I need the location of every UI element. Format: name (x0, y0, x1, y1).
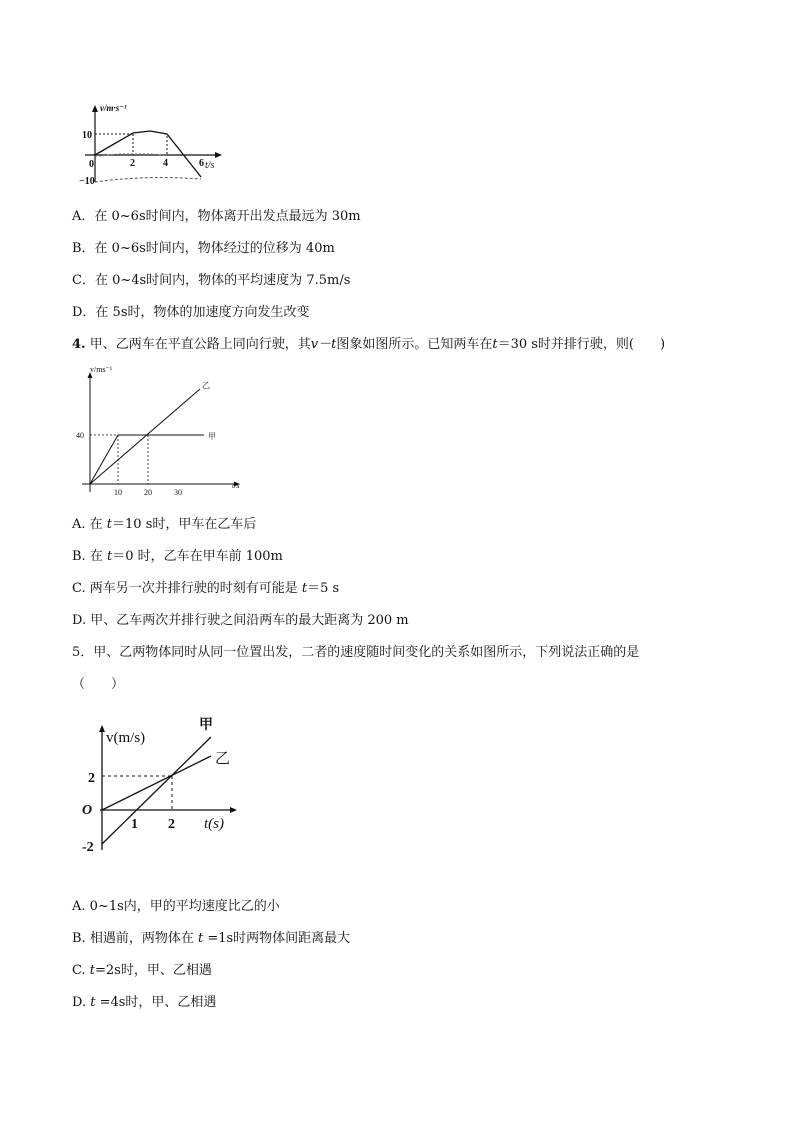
q4-b-pre: B. 在 (72, 549, 107, 564)
q5-line-jia (102, 737, 211, 844)
q5-b-pre: B. 相遇前，两物体在 (72, 931, 198, 946)
q5-option-a: A. 0~1s内，甲的平均速度比乙的小 (72, 899, 280, 914)
q5-stem-line2: （ ） (72, 677, 125, 692)
q5-xtick-2: 2 (168, 817, 175, 832)
q5-xlabel: t(s) (204, 816, 224, 832)
q5-d-t: t (90, 995, 96, 1010)
q4-stem-vt: v－t (310, 337, 337, 352)
q5-c-t: t (89, 963, 95, 978)
q4-a-t: t (106, 517, 113, 532)
q5-b-post: =1s时两物体间距离最大 (203, 931, 351, 946)
q4-vt-graph (72, 364, 262, 504)
q5-ylabel: v(m/s) (106, 730, 146, 746)
q4-xtick-10: 10 (114, 488, 122, 497)
q5-y-neg: -2 (82, 840, 94, 855)
q4-c-t: t (301, 581, 308, 596)
q4-a-pre: A. 在 (72, 517, 107, 532)
q5-option-c (72, 962, 212, 980)
q4-option-c (72, 580, 339, 598)
q5-xtick-1: 1 (131, 817, 138, 832)
q5-option-d (72, 994, 216, 1012)
q5-label-yi: 乙 (215, 751, 231, 767)
q5-y-pos: 2 (88, 771, 95, 786)
q5-d-post: =4s时，甲、乙相遇 (95, 995, 217, 1010)
q3-option-c: C．在 0~4s时间内，物体的平均速度为 7.5m/s (72, 273, 351, 288)
q3-option-d: D．在 5s时，物体的加速度方向发生改变 (72, 305, 310, 320)
q4-xlabel: t/s (232, 481, 240, 490)
q5-c-post: =2s时，甲、乙相遇 (94, 963, 212, 978)
q3-tick-2: 2 (130, 158, 135, 169)
q4-option-a (72, 516, 256, 534)
q4-ytick-40: 40 (76, 431, 84, 440)
q4-number: 4. (72, 337, 86, 352)
q3-option-a: A．在 0~6s时间内，物体离开出发点最远为 30m (72, 209, 361, 224)
q3-option-b: B．在 0~6s时间内，物体经过的位移为 40m (72, 241, 335, 256)
q5-origin: O (82, 803, 93, 818)
q4-xtick-30: 30 (174, 488, 182, 497)
q4-option-b (72, 548, 283, 566)
q4-stem-a: 甲、乙两车在平直公路上同向行驶，其 (89, 337, 311, 352)
q4-xtick-20: 20 (144, 488, 152, 497)
q4-label-yi: 乙 (202, 381, 210, 390)
q3-ylabel: v/m·s⁻¹ (100, 103, 127, 113)
q4-b-post: ＝0 时，乙车在甲车前 100m (112, 549, 283, 564)
q4-ylabel: v/ms⁻¹ (90, 365, 113, 374)
q5-label-jia: 甲 (199, 718, 213, 733)
q4-line-jia (90, 435, 204, 484)
q4-option-d: D. 甲、乙车两次并排行驶之间沿两车的最大距离为 200 m (72, 613, 409, 628)
q4-stem-b: 图象如图所示。已知两车在 (336, 337, 493, 352)
q5-line-yi (102, 756, 211, 810)
q4-c-pre: C. 两车另一次并排行驶的时刻有可能是 (72, 581, 302, 596)
q4-line-yi (90, 389, 200, 484)
q5-b-t: t (197, 931, 204, 946)
q4-label-jia: 甲 (208, 432, 216, 441)
q4-stem-t: t (492, 337, 498, 352)
q5-stem-line1: 5．甲、乙两物体同时从同一位置出发，二者的速度随时间变化的关系如图所示，下列说法正确的是 (72, 645, 640, 660)
q5-d-pre: D. (72, 995, 91, 1010)
q4-stem-c: ＝30 s时并排行驶，则( ) (497, 337, 666, 352)
q3-vt-graph (75, 100, 235, 190)
q4-a-post: ＝10 s时，甲车在乙车后 (112, 517, 257, 532)
q4-c-post: ＝5 s (307, 581, 340, 596)
q4-stem (72, 336, 665, 354)
q3-y-pos: 10 (82, 130, 92, 141)
q4-b-t: t (106, 549, 113, 564)
q5-c-pre: C. (72, 963, 90, 978)
q3-tick-6: 6 (199, 158, 204, 169)
q3-y-neg: −10 (79, 176, 95, 187)
q5-vt-graph (72, 710, 252, 860)
q5-option-b (72, 930, 350, 948)
q3-tick-4: 4 (163, 158, 168, 169)
q3-origin: 0 (89, 159, 94, 170)
q3-xlabel: t/s (205, 160, 215, 171)
